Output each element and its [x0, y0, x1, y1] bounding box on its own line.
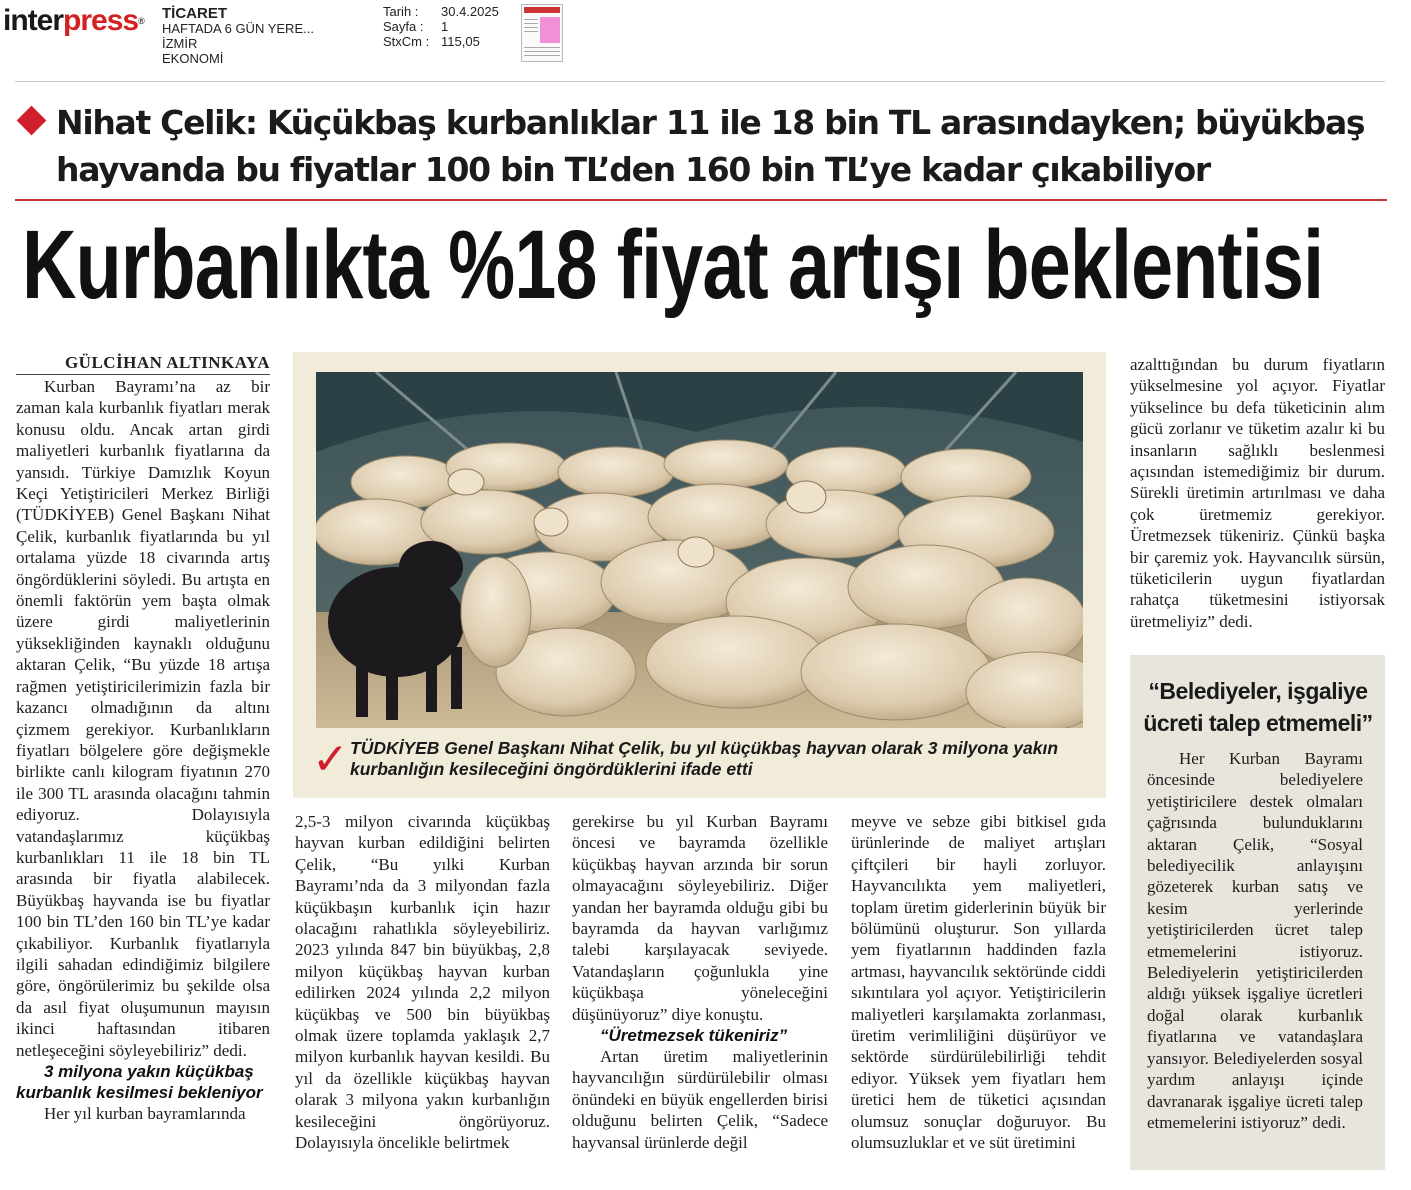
page-label: Sayfa :	[383, 19, 424, 34]
sheep-photo	[316, 372, 1083, 728]
article-byline: GÜLCİHAN ALTINKAYA	[16, 352, 270, 375]
clip-metadata	[383, 4, 499, 49]
photo-caption: TÜDKİYEB Genel Başkanı Nihat Çelik, bu yıl küçükbaş hayvan olarak 3 milyona yakın kurbanlığın kesileceğini öngördüklerini ifade etti	[350, 738, 1059, 779]
paragraph: Her Kurban Bayramı öncesinde belediyelere yetiştiricilere destek olmaları çağrısında bulunduklarını aktaran Çelik, “Sosyal belediyecilik anlayışını gözeterek kurban satış ve kesim yerlerinde yetiştiricilerden ücret talep etmemelerini istiyoruz. Belediyelerin yetiştiricilerden aldığı yüksek işgaliye ücretleri doğal olarak kurbanlık fiyatlarına ve vatandaşlara yansıyor. Belediyelerden sosyal yardım anlayışı içinde davranarak işgaliye ücreti talep etmemelerini istiyoruz” dedi.	[1147, 749, 1363, 1132]
publication-section: EKONOMİ	[162, 51, 224, 66]
subheading-uretmezsek: “Üretmezsek tükeniriz”	[600, 1026, 788, 1046]
page-row	[383, 19, 499, 34]
article-column-4	[851, 811, 1106, 1181]
date-label: Tarih :	[383, 4, 419, 19]
paragraph: Her yıl kurban bayramlarında	[44, 1104, 246, 1123]
interpress-logo	[3, 4, 144, 38]
paragraph: meyve ve sebze gibi bitkisel gıda ürünlerinde de maliyet artışları çiftçileri bir hayli zorluyor. Hayvancılıkta yem maliyetleri, toplam üretim giderlerinin büyük bir bölümünü oluşturur. Son yıllarda yem fiyatlarının haddinden fazla artması, hayvancılık sektöründe ciddi sıkıntılara yol açıyor. Yetiştiricilerin maliyetleri karşılamakta zorlanması, üretim verimliliğini düşürüyor ve sektörde sürdürülebilirliği tehdit ediyor. Yüksek yem fiyatları hem üretici hem de tüketici açısından olumsuz sonuçlar doğuruyor. Bu olumsuzluklar et ve süt üretimini	[851, 812, 1106, 1153]
paragraph: Artan üretim maliyetlerinin hayvancılığın sürdürülebilir olması önündeki en büyük engellerden birisi olduğunu belirten Çelik, “Sadece hayvansal ürünlerde değil	[572, 1047, 828, 1152]
date-row	[383, 4, 499, 19]
subheading-kurbanlik: 3 milyona yakın küçükbaş kurbanlık kesilmesi bekleniyor	[16, 1062, 263, 1102]
logo-part-press: press	[63, 4, 139, 37]
sidebar-box-body	[1147, 748, 1363, 1158]
article-column-3	[572, 811, 828, 1181]
date-value: 30.4.2025	[441, 4, 499, 19]
stxcm-row	[383, 34, 499, 49]
kicker-diamond-icon	[17, 106, 47, 136]
sidebar-box-title: “Belediyeler, işgaliye ücreti talep etmemeli”	[1143, 678, 1373, 736]
article-kicker: Nihat Çelik: Küçükbaş kurbanlıklar 11 ile 18 bin TL arasındayken; büyükbaş hayvanda bu fiyatlar 100 bin TL’den 160 bin TL’ye kadar çıkabiliyor	[56, 103, 1365, 189]
publication-city: İZMİR	[162, 36, 198, 51]
publication-info	[162, 6, 314, 66]
paragraph: azalttığından bu durum fiyatların yükselmesine yol açıyor. Fiyatlar yükselince bu defa tüketicinin alım gücü zorlanır ve tüketim azalır ki bu insanların sağlıklı beslenmesi açısından istemediğimiz bir durum. Sürekli üretimin artırılması ve daha çok üretmemiz gerekiyor. Üretmezsek tükeniriz. Çünkü başka bir çaremiz yok. Hayvancılık sürsün, tüketicilerin uygun fiyatlardan rahatça tüketmesini istiyorsak üretmeliyiz” dedi.	[1130, 355, 1385, 631]
article-headline: Kurbanlıkta %18 fiyat artışı beklentisi	[22, 210, 1324, 320]
paragraph: gerekirse bu yıl Kurban Bayramı öncesi ve bayramda özellikle küçükbaş hayvan arzında bir sorun olmayacağını söyleyebiliriz. Diğer yandan her bayramda olduğu gibi bu bayramda da hayvan varlığımız talebi karşılayacak seviyede. Vatandaşların çoğunlukla yine küçükbaşa yöneleceğini düşünüyoruz” diye konuştu.	[572, 812, 828, 1024]
article-column-5	[1130, 354, 1385, 654]
headline-divider	[15, 199, 1387, 201]
publication-name: TİCARET	[162, 5, 227, 22]
paragraph: Kurban Bayramı’na az bir zaman kala kurbanlık fiyatları merak konusu oldu. Ancak artan girdi maliyetleri kurbanlık fiyatlarına da yansıdı. Türkiye Damızlık Koyun Keçi Yetiştiricileri Merkez Birliği (TÜDKİYEB) Genel Başkanı Nihat Çelik, kurbanlık fiyatlarında bu yıl ortalama yüzde 18 civarında artış öngördüklerini söyledi. Bu artışta en önemli faktörün yem başta olmak üzere girdi maliyetlerinin yüksekliğinden kaynaklı olduğunu aktaran Çelik, “Bu yüzde 18 artışa rağmen yetiştiricilerimizin fazla bir kazancı olmadığının da altını çizmem gerekiyor. Kurbanlıkların fiyatları bölgelere göre değişmekle birlikte canlı kilogram fiyatının 270 ile 300 TL arasında olacağını tahmin ediyoruz. Dolayısıyla vatandaşlarımız küçükbaş kurbanlıkları 11 ile 18 bin TL arasında bir fiyatla alabilecek. Büyükbaş hayvanda ise bu fiyatlar 100 bin TL’den 160 bin TL’ye kadar çıkabiliyor. Kurbanlık fiyatlarıyla ilgili sahadan edindiğimiz bilgilere göre, öngörülerimiz bu şekilde olsa da asıl fiyat oluşumunun mayısın ikinci haftasından itibaren netleşeceğini söyleyebiliriz” dedi.	[16, 377, 270, 1060]
logo-registered-mark: ®	[138, 16, 144, 26]
page-value: 1	[441, 19, 449, 34]
header-divider	[15, 81, 1385, 82]
article-column-1	[16, 376, 270, 1176]
page-thumbnail[interactable]	[521, 4, 563, 62]
article-column-2	[295, 811, 550, 1181]
stxcm-value: 115,05	[441, 34, 480, 49]
checkmark-icon: ✓	[312, 734, 349, 785]
paragraph: 2,5-3 milyon civarında küçükbaş hayvan kurban edildiğini belirten Çelik, “Bu yılki Kurban Bayramı’nda da 3 milyondan fazla küçükbaşın kurbanlık için hazır olacağını rahatlıkla söyleyebiliriz. 2023 yılında 847 bin büyükbaş, 2,8 milyon küçükbaş hayvan kurban edilirken 2024 yılında 2,2 milyon küçükbaş ve 500 bin büyükbaş olmak üzere toplamda yaklaşık 2,7 milyon kurbanlık hayvan kesildi. Bu yıl da özellikle küçükbaş hayvan olarak 3 milyona yakın kurbanlığın kesileceğini öngörüyoruz. Dolayısıyla öncelikle belirtmek	[295, 812, 550, 1153]
stxcm-label: StxCm :	[383, 34, 430, 49]
publication-frequency: HAFTADA 6 GÜN YERE...	[162, 21, 314, 36]
logo-part-inter: inter	[3, 4, 64, 37]
